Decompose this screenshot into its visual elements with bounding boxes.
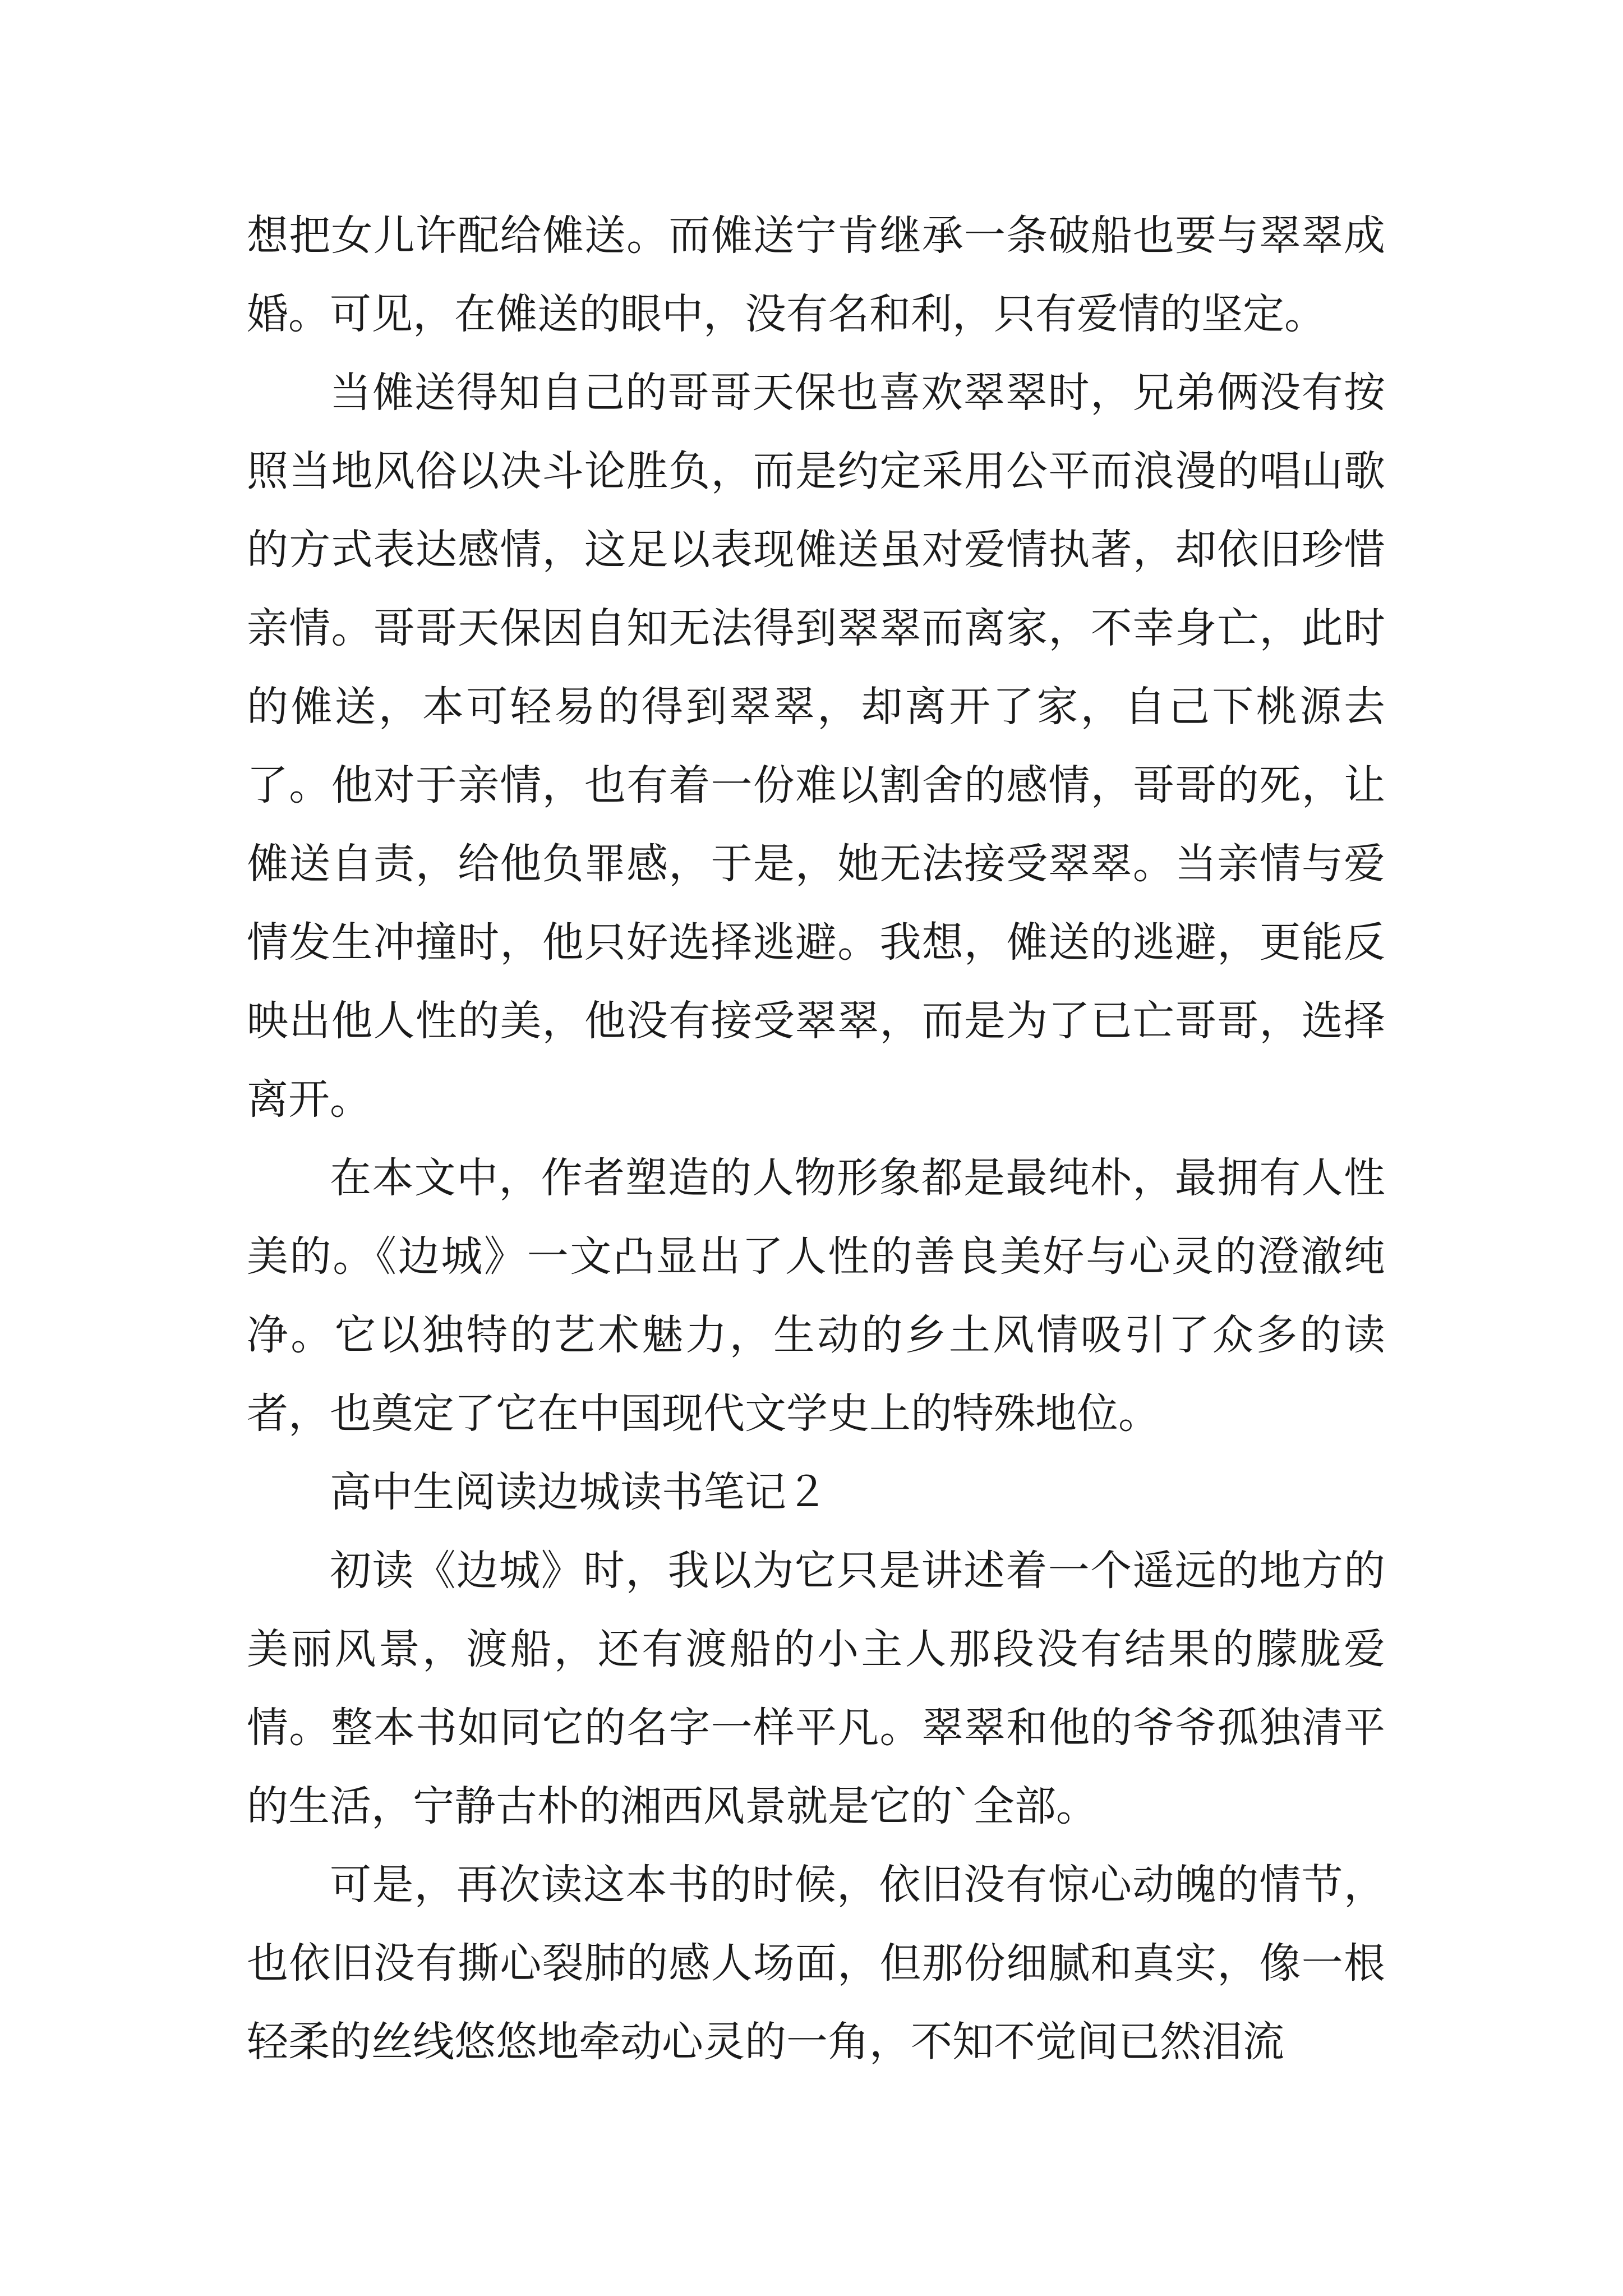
document-body xyxy=(247,196,1385,2081)
paragraph: 当傩送得知自己的哥哥天保也喜欢翠翠时，兄弟俩没有按照当地风俗以决斗论胜负，而是约定采用公平而浪漫的唱山歌的方式表达感情，这足以表现傩送虽对爱情执著，却依旧珍惜亲情。哥哥天保因自知无法得到翠翠而离家，不幸身亡，此时的傩送，本可轻易的得到翠翠，却离开了家，自己下桃源去了。他对于亲情，也有着一份难以割舍的感情，哥哥的死，让傩送自责，给他负罪感，于是，她无法接受翠翠。当亲情与爱情发生冲撞时，他只好选择逃避。我想，傩送的逃避，更能反映出他人性的美，他没有接受翠翠，而是为了已亡哥哥，选择离开。 xyxy=(247,369,1385,1124)
paragraph-continued: 想把女儿许配给傩送。而傩送宁肯继承一条破船也要与翠翠成婚。可见，在傩送的眼中，没有名和利，只有爱情的坚定。 xyxy=(247,211,1385,338)
section-heading: 高中生阅读边城读书笔记２ xyxy=(330,1468,828,1516)
paragraph: 初读《边城》时，我以为它只是讲述着一个遥远的地方的美丽风景，渡船，还有渡船的小主人那段没有结果的朦胧爱情。整本书如同它的名字一样平凡。翠翠和他的爷爷孤独清平的生活，宁静古朴的湘西风景就是它的`全部。 xyxy=(247,1547,1385,1830)
paragraph: 在本文中，作者塑造的人物形象都是最纯朴，最拥有人性美的。《边城》一文凸显出了人性的善良美好与心灵的澄澈纯净。它以独特的艺术魅力，生动的乡土风情吸引了众多的读者，也奠定了它在中国现代文学史上的特殊地位。 xyxy=(247,1154,1385,1438)
paragraph: 可是，再次读这本书的时候，依旧没有惊心动魄的情节，也依旧没有撕心裂肺的感人场面，但那份细腻和真实，像一根轻柔的丝线悠悠地牵动心灵的一角，不知不觉间已然泪流 xyxy=(247,1861,1385,2066)
